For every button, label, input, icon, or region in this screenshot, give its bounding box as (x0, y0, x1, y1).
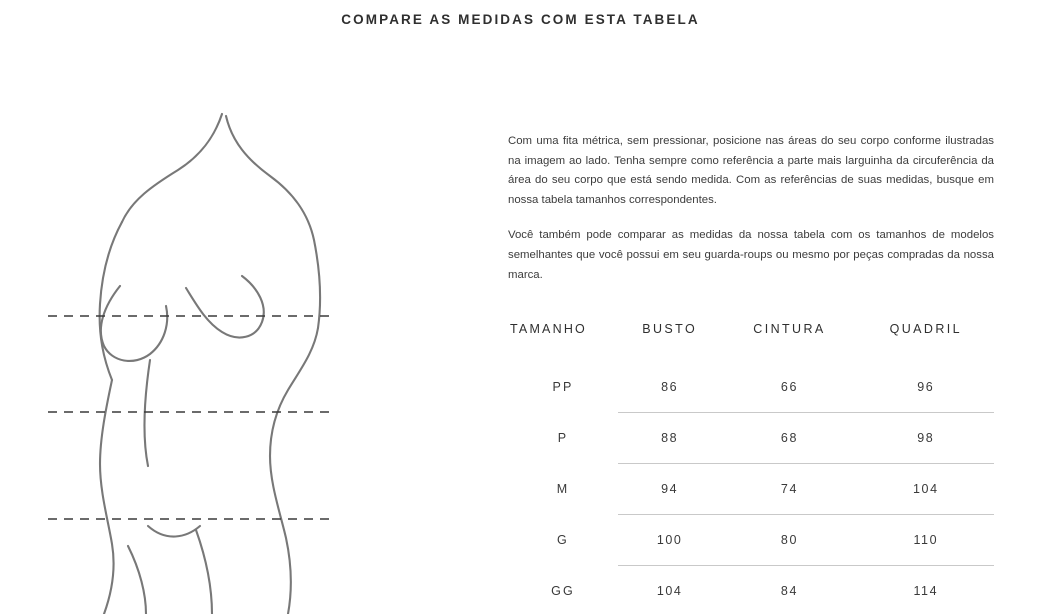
cell-cintura: 74 (721, 464, 857, 515)
cell-busto: 104 (618, 566, 721, 616)
cell-quadril: 110 (858, 515, 994, 566)
column-header-quadril: QUADRIL (858, 322, 994, 362)
column-header-cintura: CINTURA (721, 322, 857, 362)
cell-size: M (508, 464, 618, 515)
cell-busto: 88 (618, 413, 721, 464)
column-header-tamanho: TAMANHO (508, 322, 618, 362)
column-header-busto: BUSTO (618, 322, 721, 362)
female-torso-measurement-diagram (0, 60, 470, 614)
table-row (508, 362, 994, 413)
cell-quadril: 96 (858, 362, 994, 413)
cell-quadril: 98 (858, 413, 994, 464)
cell-busto: 94 (618, 464, 721, 515)
size-chart-table (508, 322, 994, 616)
cell-size: P (508, 413, 618, 464)
cell-quadril: 114 (858, 566, 994, 616)
cell-busto: 86 (618, 362, 721, 413)
cell-size: GG (508, 566, 618, 616)
cell-busto: 100 (618, 515, 721, 566)
table-row (508, 464, 994, 515)
table-row (508, 566, 994, 616)
table-row (508, 413, 994, 464)
cell-size: PP (508, 362, 618, 413)
intro-paragraph-1: Com uma fita métrica, sem pressionar, posicione nas áreas do seu corpo conforme ilustradas na imagem ao lado. Tenha sempre como referência a parte mais larguinha da circuferência da área do seu corpo que está sendo medida. Com as referências de suas medidas, busque em nossa tabela tamanhos correspondentes. (508, 132, 994, 210)
page-title: COMPARE AS MEDIDAS COM ESTA TABELA (0, 12, 1041, 27)
intro-text-block (508, 132, 994, 285)
cell-size: G (508, 515, 618, 566)
cell-cintura: 66 (721, 362, 857, 413)
cell-cintura: 84 (721, 566, 857, 616)
table-header-row (508, 322, 994, 362)
table-row (508, 515, 994, 566)
cell-cintura: 68 (721, 413, 857, 464)
intro-paragraph-2: Você também pode comparar as medidas da nossa tabela com os tamanhos de modelos semelhantes que você possui em seu guarda-roups ou mesmo por peças compradas da nossa marca. (508, 226, 994, 285)
cell-cintura: 80 (721, 515, 857, 566)
cell-quadril: 104 (858, 464, 994, 515)
